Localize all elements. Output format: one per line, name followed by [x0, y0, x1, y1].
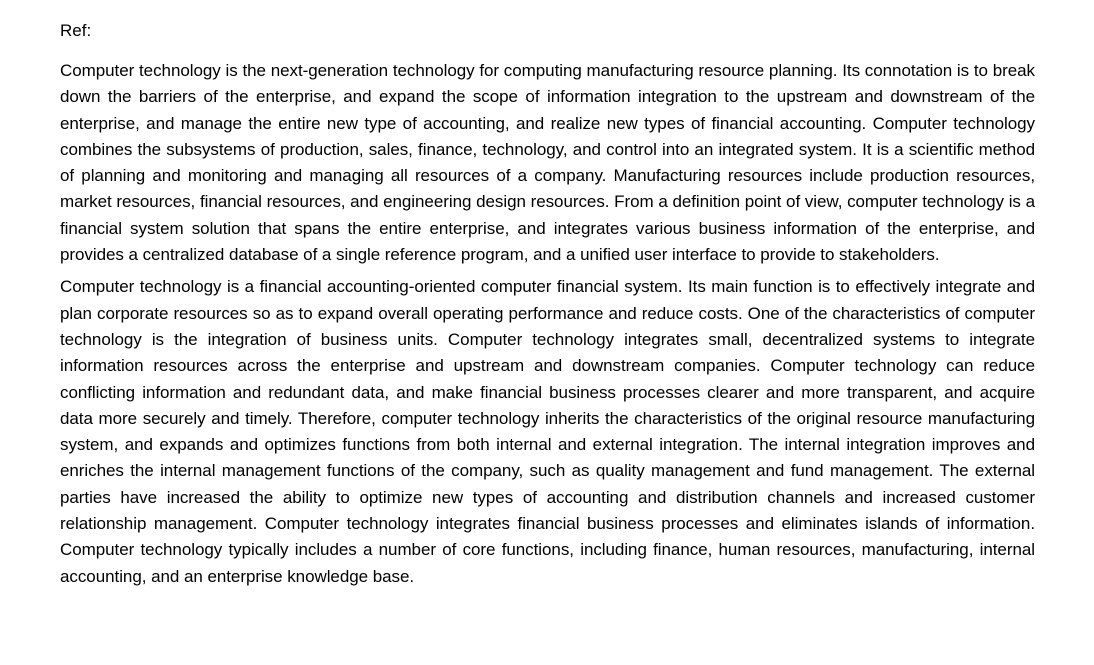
paragraph-2: Computer technology is a financial accounting-oriented computer financial system. Its main function is to effectively integrate and plan corporate resources so as to expand overall operating performance and reduce costs. One of the characteristics of computer technology is the integration of business units. Computer technology integrates small, decentralized systems to integrate information resources across the enterprise and upstream and downstream companies. Computer technology can reduce conflicting information and redundant data, and make financial business processes clearer and more transparent, and acquire data more securely and timely. Therefore, computer technology inherits the characteristics of the original resource manufacturing system, and expands and optimizes functions from both internal and external integration. The internal integration improves and enriches the internal management functions of the company, such as quality management and fund management. The external parties have increased the ability to optimize new types of accounting and distribution channels and increased customer relationship management. Computer technology integrates financial business processes and eliminates islands of information. Computer technology typically includes a number of core functions, including finance, human resources, manufacturing, internal accounting, and an enterprise knowledge base.	[60, 277, 1035, 586]
document-body	[60, 18, 1035, 596]
paragraph-1: Computer technology is the next-generation technology for computing manufacturing resource planning. Its connotation is to break down the barriers of the enterprise, and expand the scope of information integration to the upstream and downstream of the enterprise, and manage the entire new type of accounting, and realize new types of financial accounting. Computer technology combines the subsystems of production, sales, finance, technology, and control into an integrated system. It is a scientific method of planning and monitoring and managing all resources of a company. Manufacturing resources include production resources, market resources, financial resources, and engineering design resources. From a definition point of view, computer technology is a financial system solution that spans the entire enterprise, and integrates various business information of the enterprise, and provides a centralized database of a single reference program, and a unified user interface to provide to stakeholders.	[60, 61, 1035, 265]
ref-heading: Ref:	[60, 21, 92, 40]
